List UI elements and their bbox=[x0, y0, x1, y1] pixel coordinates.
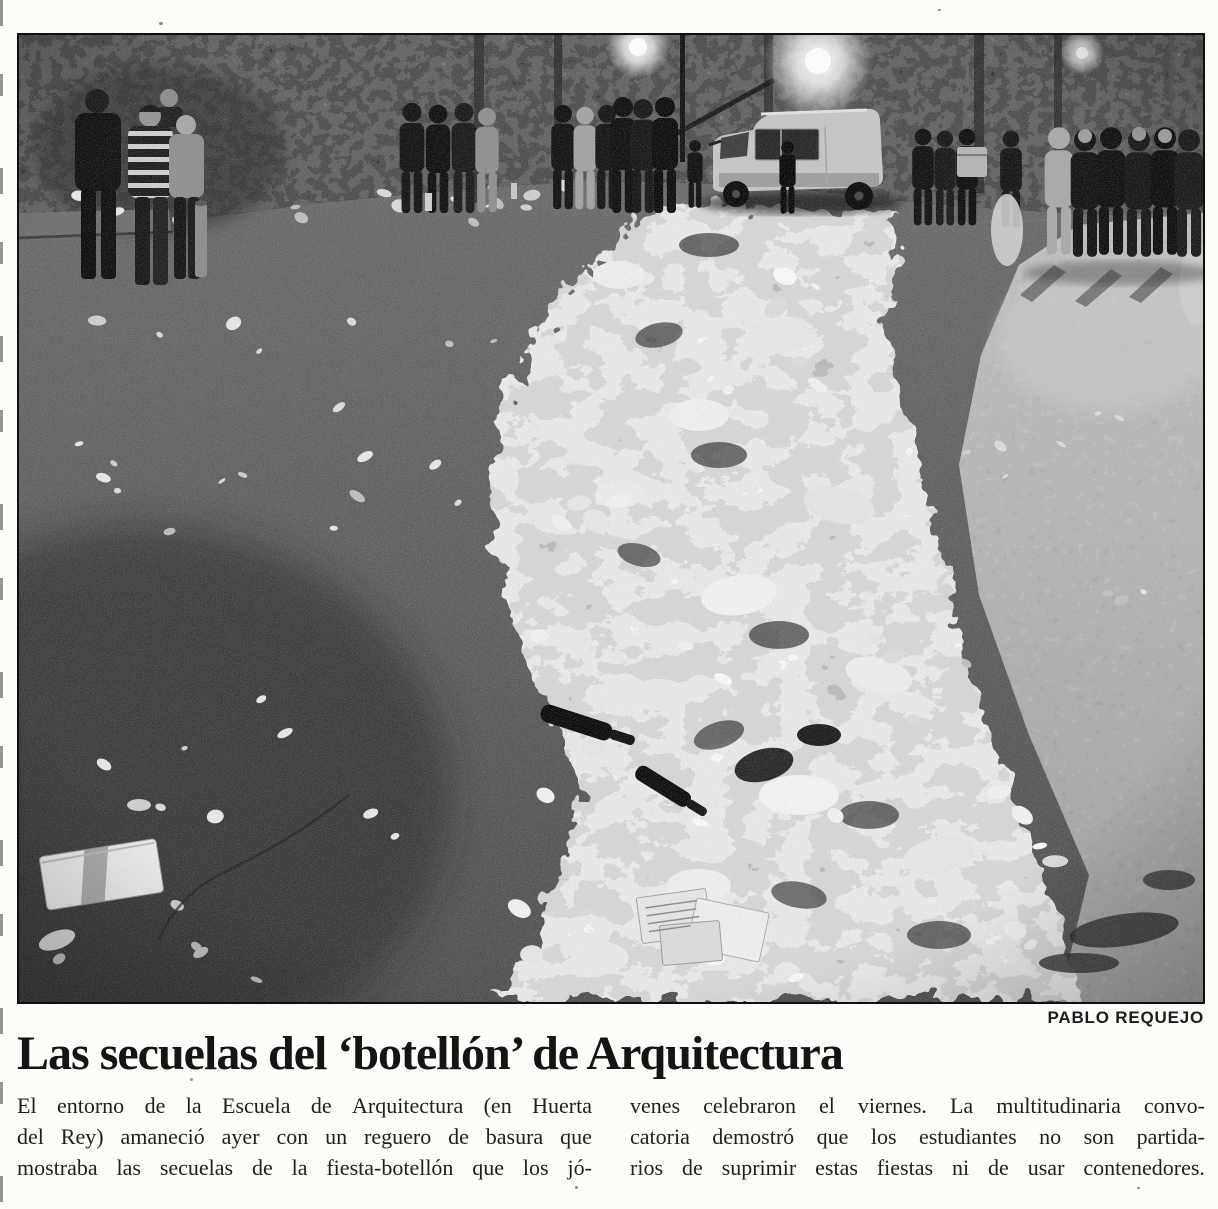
paper-speck bbox=[159, 22, 163, 25]
news-photo bbox=[17, 33, 1205, 1004]
scan-edge-artifact bbox=[0, 0, 3, 1209]
photo-credit: PABLO REQUEJO bbox=[1047, 1008, 1204, 1027]
news-photo-art bbox=[19, 35, 1203, 1002]
body-text-line: venes celebraron el viernes. La multitudinaria convo- bbox=[630, 1093, 1205, 1118]
headline: Las secuelas del ‘botellón’ de Arquitectura bbox=[17, 1027, 843, 1080]
body-text-line: El entorno de la Escuela de Arquitectura (en Huerta bbox=[17, 1093, 592, 1118]
body-text-line: rios de suprimir estas fiestas ni de usar contenedores. bbox=[630, 1155, 1205, 1180]
body-text-line: del Rey) amaneció ayer con un reguero de basura que bbox=[17, 1124, 592, 1149]
vignette bbox=[19, 35, 1203, 1002]
body-column-1 bbox=[17, 1090, 592, 1183]
paper-speck bbox=[575, 1186, 578, 1189]
body-column-2 bbox=[630, 1090, 1205, 1183]
body-text-line: mostraba las secuelas de la fiesta-botellón que los jó- bbox=[17, 1155, 592, 1180]
article-body bbox=[17, 1090, 1205, 1183]
paper-speck bbox=[938, 9, 941, 11]
paper-speck bbox=[1137, 1187, 1140, 1189]
body-text-line: catoria demostró que los estudiantes no son partida- bbox=[630, 1124, 1205, 1149]
